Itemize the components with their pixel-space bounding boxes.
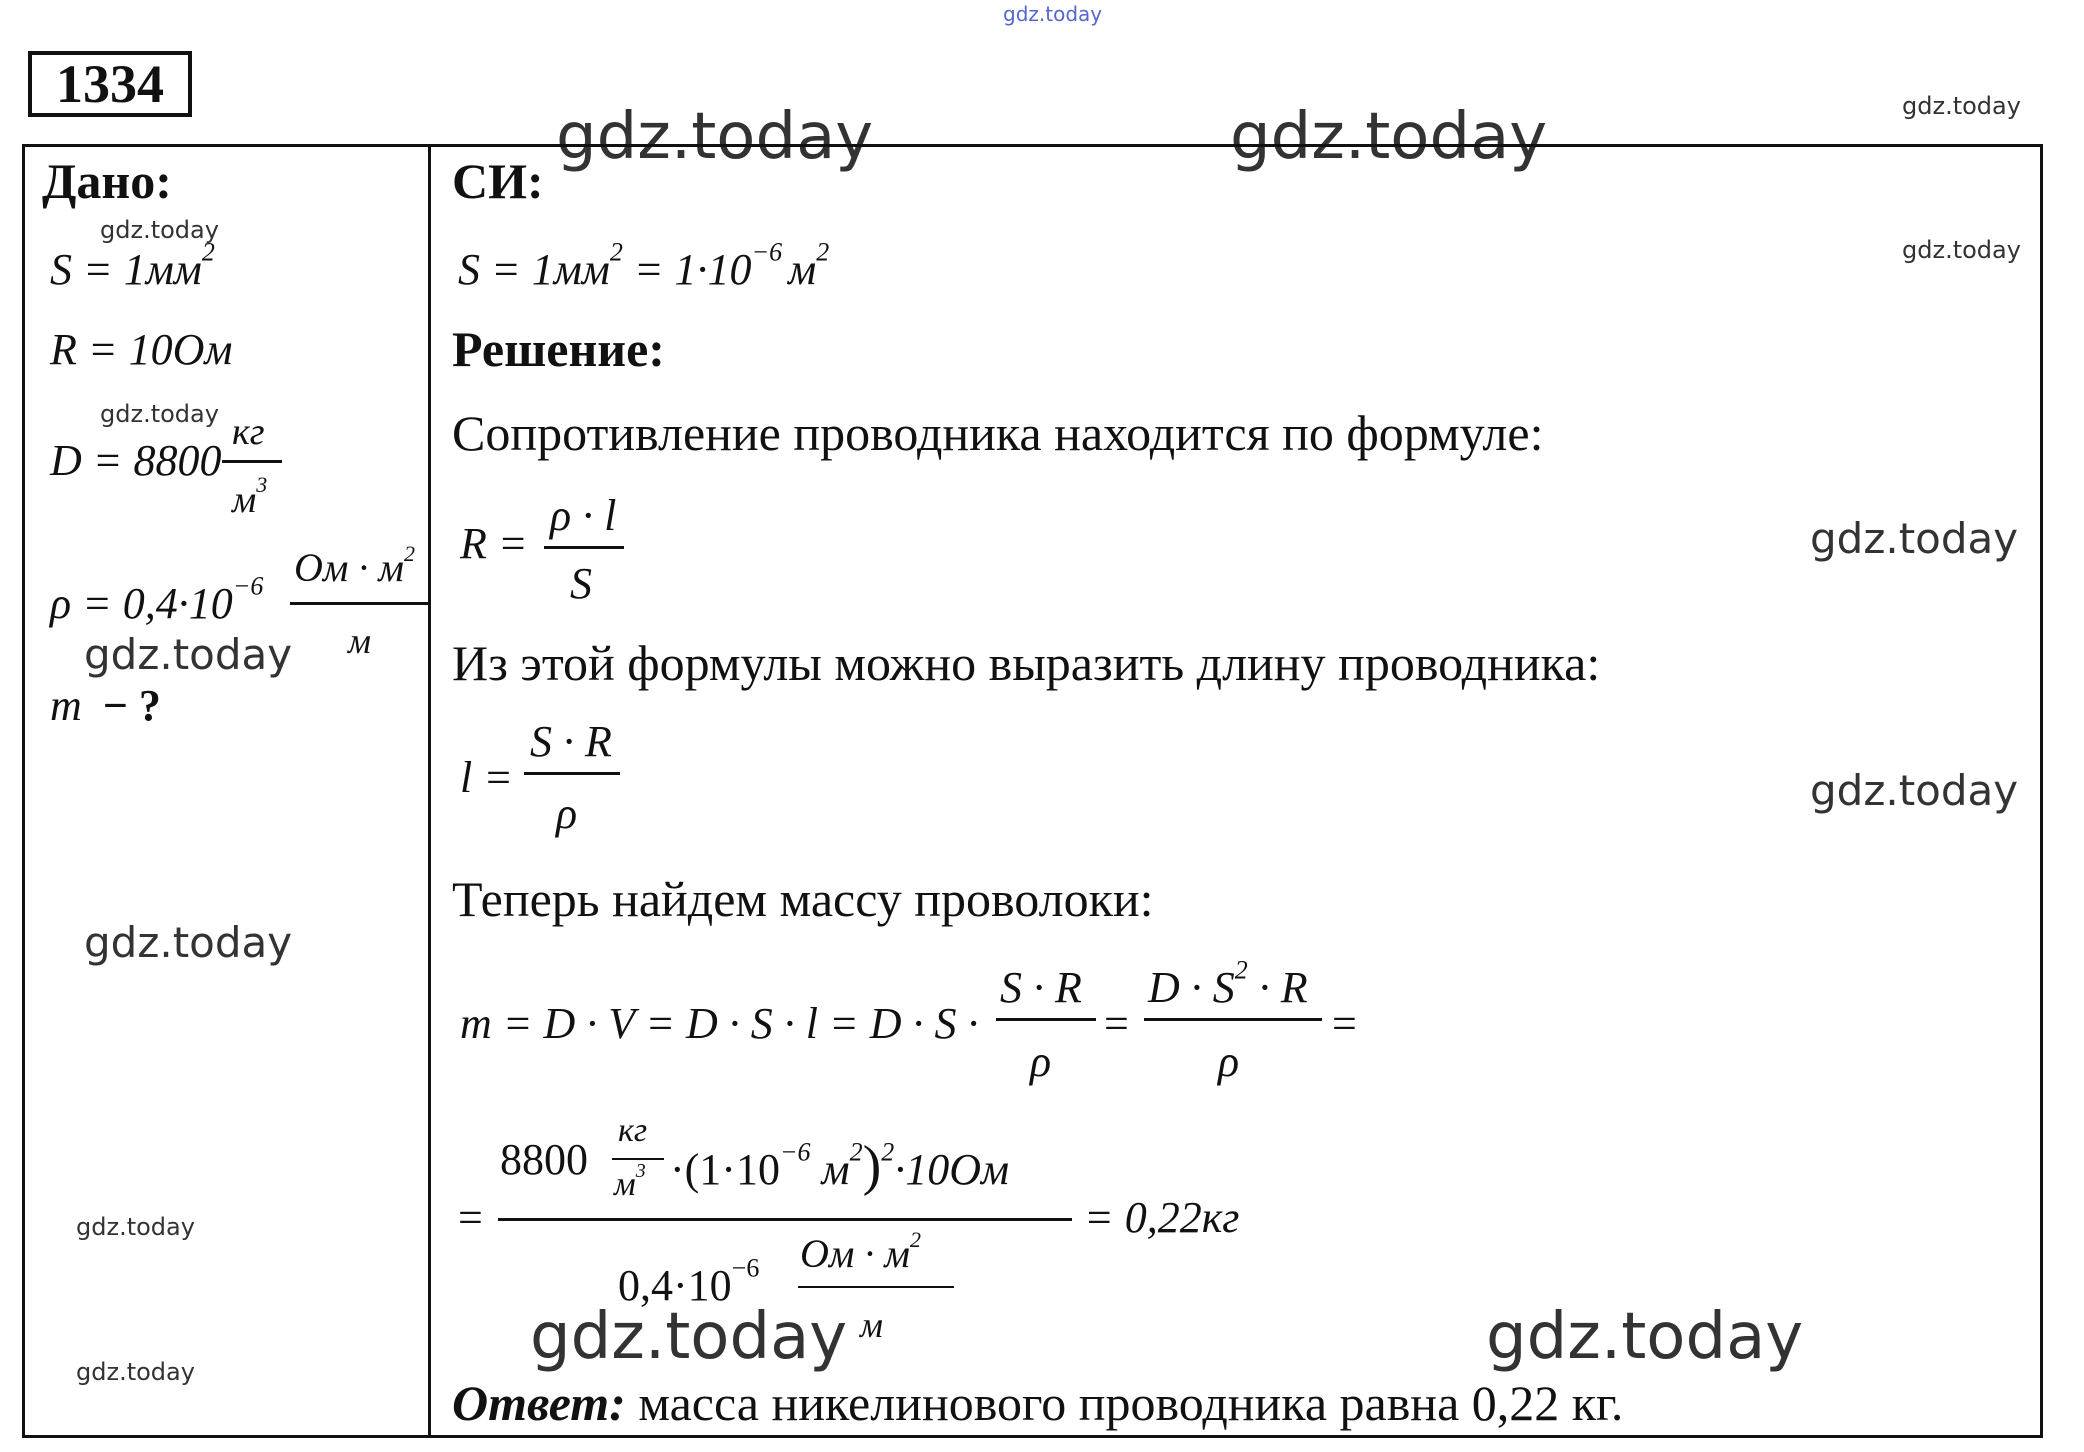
- m3-text: м: [614, 1166, 636, 1203]
- exp: −6: [779, 1137, 811, 1167]
- formula-3-frac1-line: [996, 1018, 1096, 1021]
- answer-text: масса никелинового проводника равна 0,22 кг.: [625, 1375, 1624, 1431]
- resistivity-num-text: Ом · м: [294, 545, 404, 590]
- watermark: gdz.today: [100, 400, 219, 428]
- si-conversion: [458, 237, 830, 295]
- num-b: ·(1·10: [670, 1145, 780, 1194]
- num-c: м: [810, 1145, 850, 1194]
- formula-4-num-b: [670, 1134, 1009, 1198]
- watermark: gdz.today: [100, 216, 219, 244]
- solution-table: [22, 144, 2043, 1438]
- formula-2-line: [524, 772, 620, 775]
- watermark: gdz.today: [84, 918, 293, 967]
- exp: −6: [731, 1253, 760, 1283]
- frac2-num-a: D · S: [1148, 963, 1235, 1012]
- si-text-3: м: [788, 245, 817, 294]
- formula-4-num-kg: кг: [618, 1112, 648, 1149]
- formula-3-frac2-line: [1144, 1018, 1322, 1021]
- density-lhs: D = 8800: [50, 436, 222, 485]
- formula-2-lhs: l =: [460, 753, 513, 802]
- formula-3-frac2-denominator: ρ: [1218, 1037, 1240, 1086]
- column-divider: [428, 144, 431, 1438]
- exp: 2: [1234, 955, 1248, 985]
- exp: 3: [635, 1160, 646, 1182]
- formula-1-denominator: S: [570, 559, 592, 608]
- formula-3-lhs: m = D · V = D · S · l = D · S ·: [460, 999, 979, 1048]
- resistivity-fraction-line: [290, 602, 430, 605]
- watermark: gdz.today: [1230, 100, 1548, 174]
- exp: 2: [609, 237, 623, 267]
- given-unknown: [50, 680, 161, 731]
- solution-heading: Решение:: [452, 321, 665, 377]
- formula-4-num-a: 8800: [500, 1135, 588, 1184]
- exp: −6: [232, 571, 264, 601]
- exp: 2: [816, 237, 830, 267]
- formula-1-line: [544, 546, 624, 549]
- watermark: gdz.today: [1003, 2, 1103, 26]
- given-resistance: R = 10Ом: [50, 325, 233, 374]
- formula-3-frac2-numerator: [1148, 955, 1308, 1013]
- num-e: ·10Ом: [894, 1145, 1010, 1194]
- exp: 2: [909, 1227, 921, 1253]
- formula-4-den-den: м: [860, 1305, 883, 1345]
- watermark: gdz.today: [530, 1300, 848, 1374]
- given-density: [50, 435, 221, 486]
- density-den-text: м: [232, 479, 257, 521]
- exp: 2: [849, 1137, 863, 1167]
- given-area-text: S = 1мм: [50, 245, 202, 294]
- resistivity-denominator: м: [348, 621, 371, 661]
- given-area: [50, 237, 215, 295]
- density-fraction-line: [222, 460, 282, 463]
- solution-line-3: Теперь найдем массу проволоки:: [452, 871, 1154, 927]
- unknown-symbol: m: [50, 681, 82, 730]
- answer: [452, 1374, 1623, 1432]
- given-resistivity: [50, 571, 264, 629]
- resistivity-lhs: ρ = 0,4·10: [50, 579, 233, 628]
- given-heading: Дано:: [42, 153, 172, 209]
- solution-line-2: Из этой формулы можно выразить длину проводника:: [452, 635, 1601, 691]
- solution-line-1: Сопротивление проводника находится по формуле:: [452, 405, 1544, 461]
- formula-3-frac1-denominator: ρ: [1030, 1037, 1052, 1086]
- si-text-1: S = 1мм: [458, 245, 610, 294]
- num-d: ): [862, 1135, 882, 1197]
- unknown-mark: − ?: [102, 681, 161, 730]
- exp: 2: [881, 1137, 895, 1167]
- watermark: gdz.today: [556, 100, 874, 174]
- formula-2-denominator: ρ: [556, 789, 578, 838]
- watermark: gdz.today: [1486, 1300, 1804, 1374]
- watermark: gdz.today: [1810, 766, 2019, 815]
- si-heading: СИ:: [452, 153, 544, 209]
- formula-4-lead: =: [458, 1193, 483, 1242]
- density-denominator: [232, 472, 268, 522]
- exp: 2: [403, 541, 415, 567]
- watermark: gdz.today: [84, 630, 293, 679]
- resistivity-numerator: [294, 541, 415, 591]
- den-num: Ом · м: [800, 1231, 910, 1276]
- formula-3-frac1-numerator: S · R: [1000, 963, 1082, 1012]
- watermark: gdz.today: [1902, 92, 2021, 120]
- exp: −6: [751, 237, 783, 267]
- formula-4-result: = 0,22кг: [1084, 1193, 1240, 1242]
- exp: 2: [201, 237, 215, 267]
- frac2-num-b: · R: [1247, 963, 1308, 1012]
- answer-label: Ответ:: [452, 1375, 626, 1431]
- formula-3-end: =: [1332, 999, 1357, 1048]
- formula-4-den-line: [798, 1286, 954, 1288]
- formula-2-numerator: S · R: [530, 717, 612, 766]
- formula-4-num-m3: [614, 1160, 646, 1204]
- formula-1-numerator: ρ · l: [550, 491, 617, 540]
- problem-number: 1334: [28, 51, 192, 117]
- formula-4-main-line: [498, 1218, 1072, 1221]
- formula-4-den-num: [800, 1227, 921, 1277]
- watermark: gdz.today: [76, 1358, 195, 1386]
- watermark: gdz.today: [1902, 236, 2021, 264]
- formula-1-lhs: R =: [460, 519, 528, 568]
- density-numerator: кг: [232, 411, 265, 453]
- formula-4-den-a: [618, 1253, 760, 1311]
- watermark: gdz.today: [1810, 514, 2019, 563]
- watermark: gdz.today: [76, 1213, 195, 1241]
- formula-3-eq: =: [1104, 999, 1129, 1048]
- den-a: 0,4·10: [618, 1261, 732, 1310]
- si-text-2: = 1·10: [622, 245, 752, 294]
- exp: 3: [256, 472, 268, 498]
